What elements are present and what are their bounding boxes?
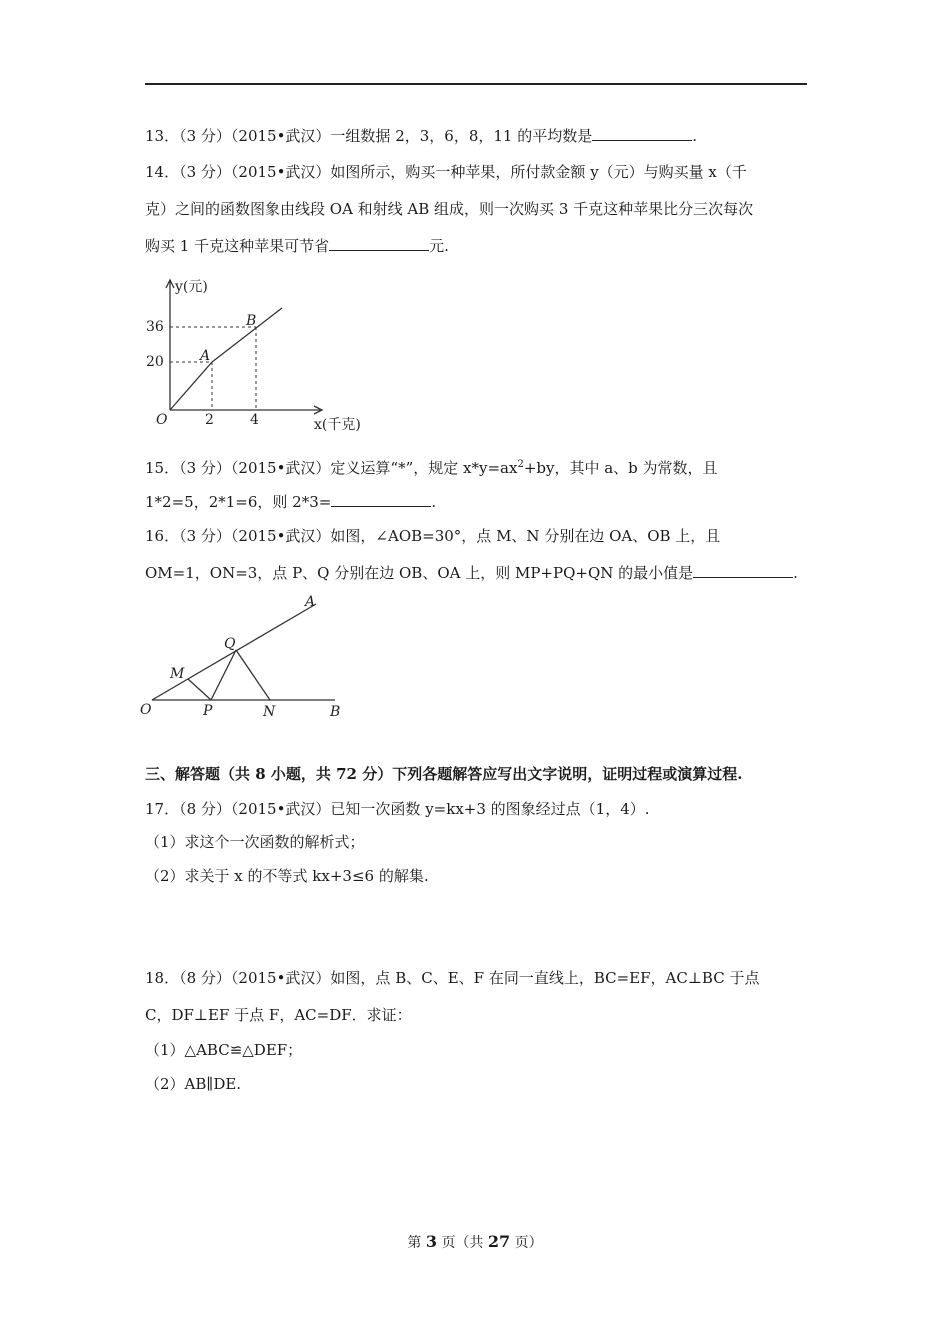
question-15-line-2: 1*2=5，2*1=6，则 2*3= . — [145, 493, 437, 511]
function-graph — [140, 272, 400, 440]
ray-oa — [152, 604, 316, 700]
question-17-part-2: （2）求关于 x 的不等式 kx+3≤6 的解集. — [145, 867, 429, 885]
question-18-part-2: （2）AB∥DE. — [145, 1075, 242, 1093]
question-14-line-3: 购买 1 千克这种苹果可节省 元. — [145, 237, 449, 255]
y-tick-20: 20 — [146, 354, 164, 370]
segment-mp — [188, 679, 211, 700]
question-17-stem: 17．（8 分）（2015•武汉）已知一次函数 y=kx+3 的图象经过点（1，4）. — [145, 800, 650, 818]
question-15-line-1: 15．（3 分）（2015•武汉）定义运算“*”，规定 $x*y=ax^2+by$，其中 a、b 为常数，且 — [145, 459, 718, 477]
answer-blank — [331, 492, 431, 507]
segment-qn — [236, 650, 270, 700]
page-number: 3 — [425, 1232, 437, 1251]
point-b-label: B — [330, 704, 341, 720]
point-n-label: N — [263, 704, 276, 720]
angle-figure — [140, 590, 360, 725]
question-14-line-2: 克）之间的函数图象由线段 OA 和射线 AB 组成，则一次购买 3 千克这种苹果比分三次每次 — [145, 200, 754, 218]
question-17-part-1: （1）求这个一次函数的解析式； — [145, 833, 365, 851]
answer-blank — [329, 236, 429, 251]
x-tick-4: 4 — [250, 412, 259, 428]
point-m-label: M — [170, 666, 185, 682]
point-a-label: A — [200, 348, 211, 364]
question-13: 13．（3 分）（2015•武汉）一组数据 2，3，6，8，11 的平均数是 . — [145, 127, 698, 145]
point-q-label: Q — [224, 636, 236, 652]
x-axis-label: x(千克) — [314, 417, 361, 433]
point-p-label: P — [203, 703, 213, 719]
question-18-line-2: C，DF⊥EF 于点 F，AC=DF．求证： — [145, 1006, 412, 1024]
page-footer: 第 3 页（共 27 页） — [407, 1232, 543, 1251]
total-pages: 27 — [487, 1232, 511, 1251]
question-16-line-1: 16．（3 分）（2015•武汉）如图，∠AOB=30°，点 M、N 分别在边 OA、OB 上，且 — [145, 527, 721, 545]
point-o-label: O — [140, 702, 152, 718]
origin-label: O — [156, 412, 168, 428]
question-14-line-1: 14．（3 分）（2015•武汉）如图所示，购买一种苹果，所付款金额 y（元）与购买量 x（千 — [145, 163, 747, 181]
section-heading: 三、解答题（共 8 小题，共 72 分）下列各题解答应写出文字说明，证明过程或演算过程. — [145, 765, 743, 783]
question-18-part-1: （1）△ABC≌△DEF； — [145, 1041, 303, 1059]
point-a-label: A — [305, 594, 316, 610]
top-rule — [145, 83, 807, 85]
segment-oa — [170, 362, 212, 410]
question-18-line-1: 18．（8 分）（2015•武汉）如图，点 B、C、E、F 在同一直线上，BC=EF，AC⊥BC 于点 — [145, 969, 760, 987]
point-b-label: B — [246, 313, 257, 329]
question-16-line-2: OM=1，ON=3，点 P、Q 分别在边 OB、OA 上，则 MP+PQ+QN 的最小值是 . — [145, 564, 798, 582]
y-axis-label: y(元) — [175, 279, 208, 295]
y-tick-36: 36 — [146, 319, 164, 335]
answer-blank — [592, 126, 692, 141]
x-tick-2: 2 — [205, 412, 214, 428]
answer-blank — [693, 563, 793, 578]
